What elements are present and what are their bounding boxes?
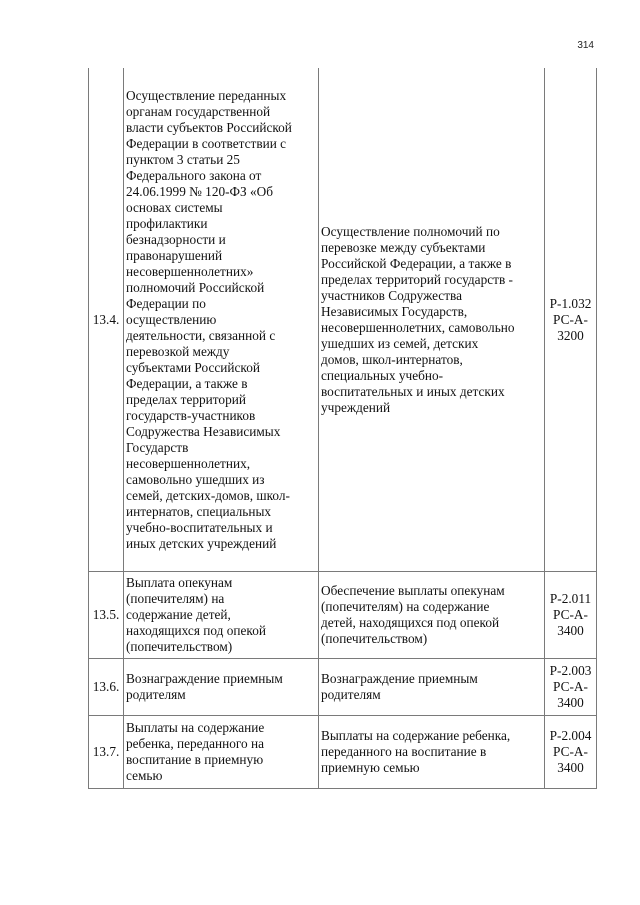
row-name: Выплата опекунам (попечителям) на содержание детей, находящихся под опекой (попечительством) <box>124 572 319 659</box>
table-row <box>89 572 597 659</box>
row-description: Осуществление полномочий по перевозке между субъектами Российской Федерации, а также в пределах территорий государств - участников Содружества Независимых Государств, несовершеннолетних, самовольно ушедших из семей, детских домов, школ-интернатов, специальных учебно- воспитательных и иных детских учреждений <box>319 68 545 572</box>
row-code: Р-2.011 РС-А- 3400 <box>545 572 597 659</box>
row-number: 13.6. <box>89 659 124 716</box>
table-row <box>89 716 597 789</box>
row-name: Вознаграждение приемным родителям <box>124 659 319 716</box>
row-description: Вознаграждение приемным родителям <box>319 659 545 716</box>
row-number: 13.5. <box>89 572 124 659</box>
row-code: Р-2.004 РС-А- 3400 <box>545 716 597 789</box>
row-number: 13.4. <box>89 68 124 572</box>
row-description: Обеспечение выплаты опекунам (попечителям) на содержание детей, находящихся под опекой (попечительством) <box>319 572 545 659</box>
table-row <box>89 659 597 716</box>
row-number: 13.7. <box>89 716 124 789</box>
table-row <box>89 68 597 572</box>
page-number: 314 <box>577 40 594 51</box>
row-description: Выплаты на содержание ребенка, переданного на воспитание в приемную семью <box>319 716 545 789</box>
row-code: Р-1.032 РС-А- 3200 <box>545 68 597 572</box>
row-code: Р-2.003 РС-А- 3400 <box>545 659 597 716</box>
document-table <box>88 68 597 789</box>
row-name: Осуществление переданных органам государственной власти субъектов Российской Федерации в соответствии с пунктом 3 статьи 25 Федерального закона от 24.06.1999 № 120-ФЗ «Об основах системы профилактики безнадзорности и правонарушений несовершеннолетних» полномочий Российской Федерации по осуществлению деятельности, связанной с перевозкой между субъектами Российской Федерации, а также в пределах территорий государств-участников Содружества Независимых Государств несовершеннолетних, самовольно ушедших из семей, детских-домов, школ- интернатов, специальных учебно-воспитательных и иных детских учреждений <box>124 68 319 572</box>
row-name: Выплаты на содержание ребенка, переданного на воспитание в приемную семью <box>124 716 319 789</box>
